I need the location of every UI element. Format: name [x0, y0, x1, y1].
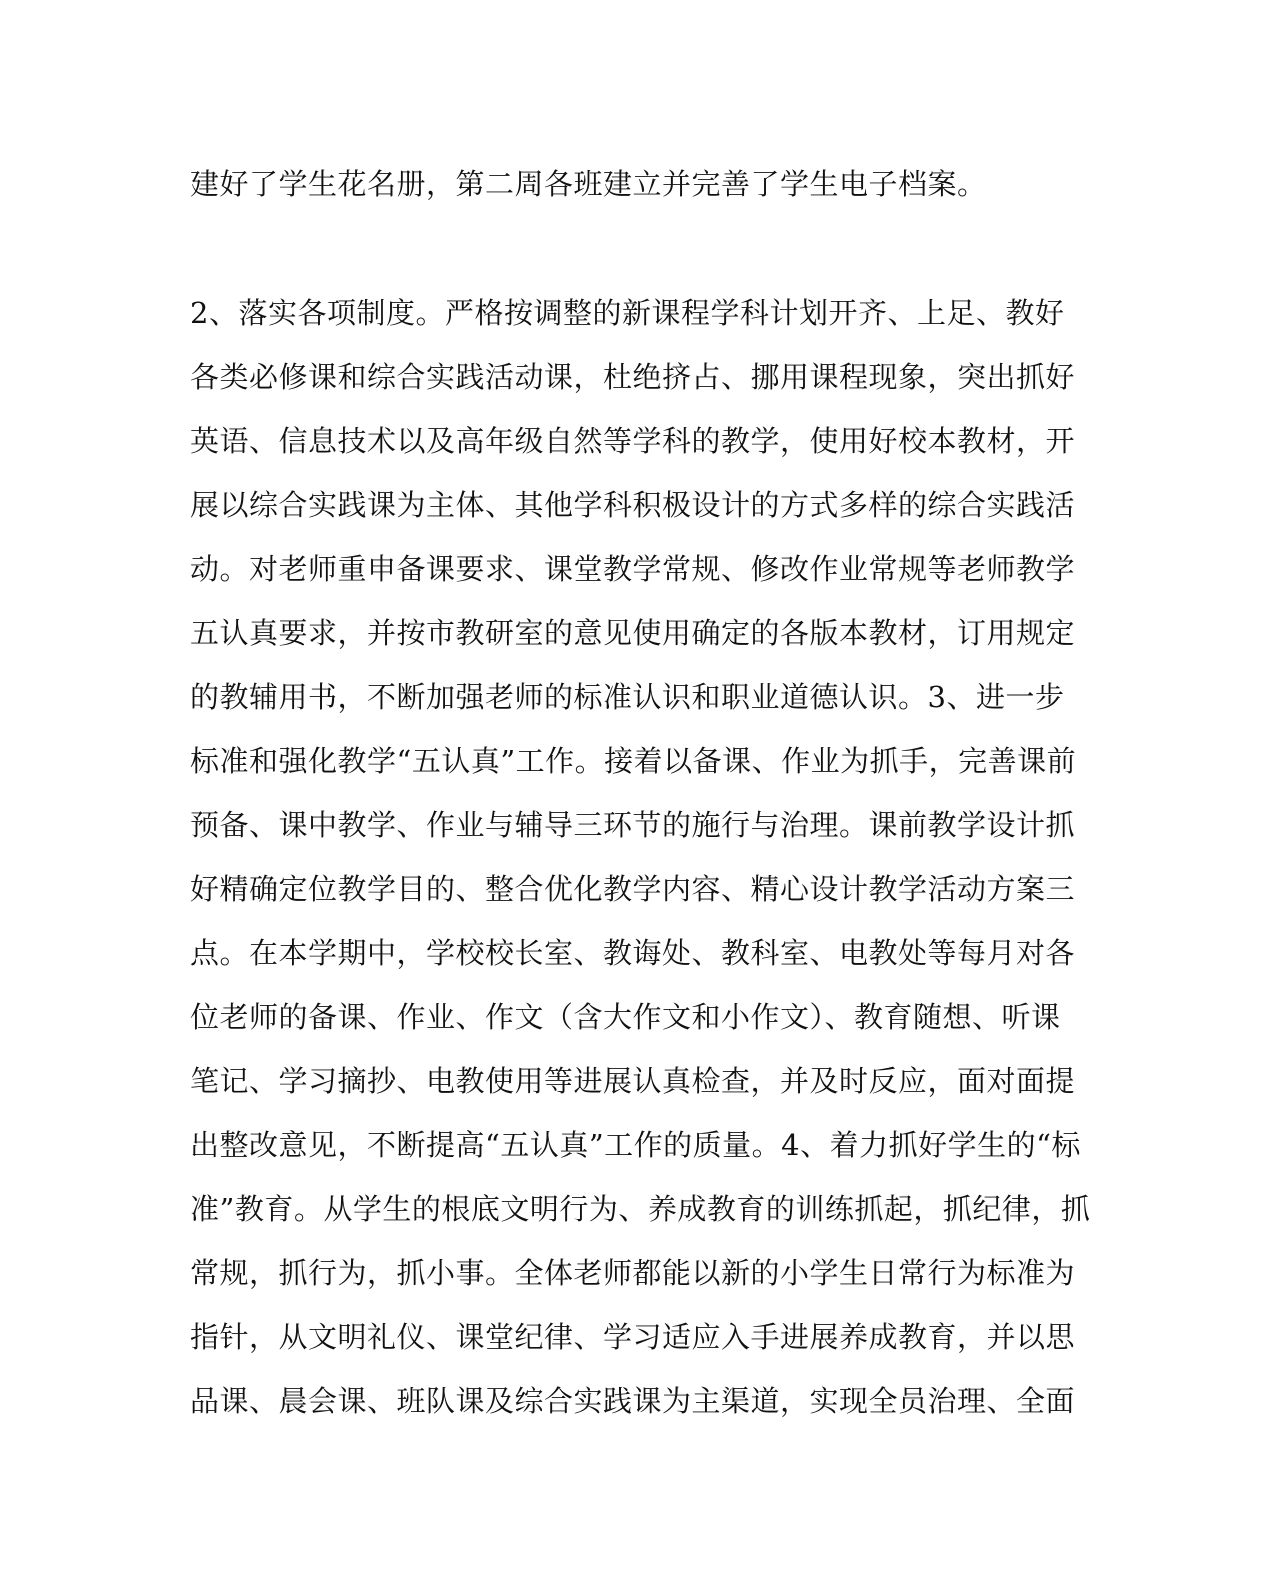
text-line: 展以综合实践课为主体、其他学科积极设计的方式多样的综合实践活	[190, 488, 1076, 522]
text-line: 点。在本学期中，学校校长室、教诲处、教科室、电教处等每月对各	[190, 936, 1076, 970]
text-line: 常规，抓行为，抓小事。全体老师都能以新的小学生日常行为标准为	[190, 1256, 1076, 1290]
text-line: 标准和强化教学“五认真”工作。接着以备课、作业为抓手，完善课前	[190, 744, 1077, 778]
text-line: 品课、晨会课、班队课及综合实践课为主渠道，实现全员治理、全面	[190, 1384, 1076, 1418]
text-line: 的教辅用书，不断加强老师的标准认识和职业道德认识。3、进一步	[190, 680, 1065, 714]
text-line: 五认真要求，并按市教研室的意见使用确定的各版本教材，订用规定	[190, 616, 1076, 650]
text-line: 2、落实各项制度。严格按调整的新课程学科计划开齐、上足、教好	[190, 296, 1065, 330]
text-line: 笔记、学习摘抄、电教使用等进展认真检查，并及时反应，面对面提	[190, 1064, 1076, 1098]
text-line: 出整改意见，不断提高“五认真”工作的质量。4、着力抓好学生的“标	[190, 1128, 1081, 1162]
text-line: 各类必修课和综合实践活动课，杜绝挤占、挪用课程现象，突出抓好	[190, 360, 1076, 394]
text-line: 好精确定位教学目的、整合优化教学内容、精心设计教学活动方案三	[190, 872, 1076, 906]
text-line: 预备、课中教学、作业与辅导三环节的施行与治理。课前教学设计抓	[190, 808, 1076, 842]
text-line: 英语、信息技术以及高年级自然等学科的教学，使用好校本教材，开	[190, 424, 1076, 458]
text-line: 动。对老师重申备课要求、课堂教学常规、修改作业常规等老师教学	[190, 552, 1076, 586]
text-line: 建好了学生花名册，第二周各班建立并完善了学生电子档案。	[190, 167, 987, 201]
text-line: 位老师的备课、作业、作文（含大作文和小作文）、教育随想、听课	[190, 1000, 1061, 1034]
text-line: 准”教育。从学生的根底文明行为、养成教育的训练抓起，抓纪律，抓	[190, 1192, 1091, 1226]
text-line: 指针，从文明礼仪、课堂纪律、学习适应入手进展养成教育，并以思	[190, 1320, 1076, 1354]
